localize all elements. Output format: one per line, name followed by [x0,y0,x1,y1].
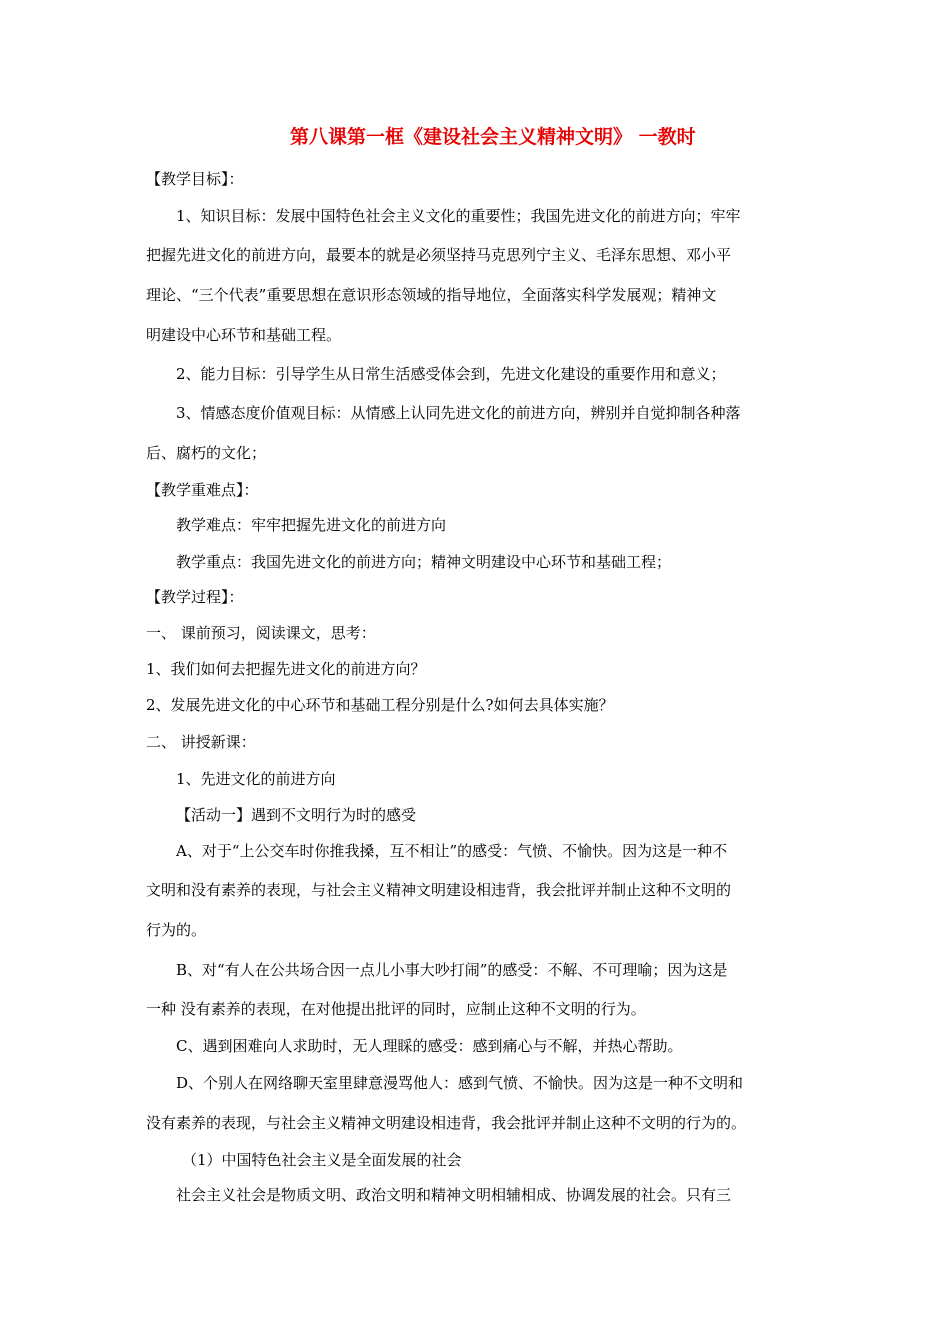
paragraph-line: 行为的。 [146,921,207,939]
paragraph-line: 3、情感态度价值观目标：从情感上认同先进文化的前进方向，辨别并自觉抑制各种落 [176,404,741,422]
paragraph-line: 教学重点：我国先进文化的前进方向；精神文明建设中心环节和基础工程； [176,553,672,571]
paragraph-line: A、对于“上公交车时你推我搡，互不相让”的感受：气愤、不愉快。因为这是一种不 [176,842,728,860]
paragraph-line: 一、 课前预习，阅读课文，思考： [146,624,376,642]
paragraph-line: D、个别人在网络聊天室里肆意漫骂他人：感到气愤、不愉快。因为这是一种不文明和 [176,1074,744,1092]
paragraph-line: 文明和没有素养的表现，与社会主义精神文明建设相违背，我会批评并制止这种不文明的 [146,881,732,899]
paragraph-line: 一种 没有素养的表现，在对他提出批评的同时，应制止这种不文明的行为。 [146,1000,646,1018]
paragraph-line: 【活动一】遇到不文明行为时的感受 [176,806,417,824]
paragraph-line: 理论、“三个代表”重要思想在意识形态领域的指导地位，全面落实科学发展观；精神文 [146,286,717,304]
paragraph-line: 1、知识目标：发展中国特色社会主义文化的重要性；我国先进文化的前进方向；牢牢 [176,207,741,225]
section-heading-goals: 【教学目标】： [146,170,244,188]
paragraph-line: 明建设中心环节和基础工程。 [146,326,342,344]
paragraph-line: 社会主义社会是物质文明、政治文明和精神文明相辅相成、协调发展的社会。只有三 [176,1186,732,1204]
section-heading-process: 【教学过程】： [146,588,244,606]
paragraph-line: 把握先进文化的前进方向，最要本的就是必须坚持马克思列宁主义、毛泽东思想、邓小平 [146,246,732,264]
paragraph-line: 1、先进文化的前进方向 [176,770,336,788]
document-title: 第八课第一框《建设社会主义精神文明》 一教时 [290,126,696,148]
paragraph-line: 1、我们如何去把握先进文化的前进方向？ [146,660,426,678]
paragraph-line: （1）中国特色社会主义是全面发展的社会 [182,1151,462,1169]
paragraph-line: C、遇到困难向人求助时，无人理睬的感受：感到痛心与不解，并热心帮助。 [176,1037,683,1055]
paragraph-line: 教学难点：牢牢把握先进文化的前进方向 [176,516,447,534]
paragraph-line: 二、 讲授新课： [146,733,256,751]
paragraph-line: 后、腐朽的文化； [146,444,267,462]
paragraph-line: 2、发展先进文化的中心环节和基础工程分别是什么?如何去具体实施？ [146,696,614,714]
section-heading-keypoints: 【教学重难点】： [146,481,259,499]
paragraph-line: 2、能力目标：引导学生从日常生活感受体会到，先进文化建设的重要作用和意义； [176,365,726,383]
paragraph-line: B、对“有人在公共场合因一点儿小事大吵打闹”的感受：不解、不可理喻；因为这是 [176,961,728,979]
paragraph-line: 没有素养的表现，与社会主义精神文明建设相违背，我会批评并制止这种不文明的行为的。 [146,1114,747,1132]
